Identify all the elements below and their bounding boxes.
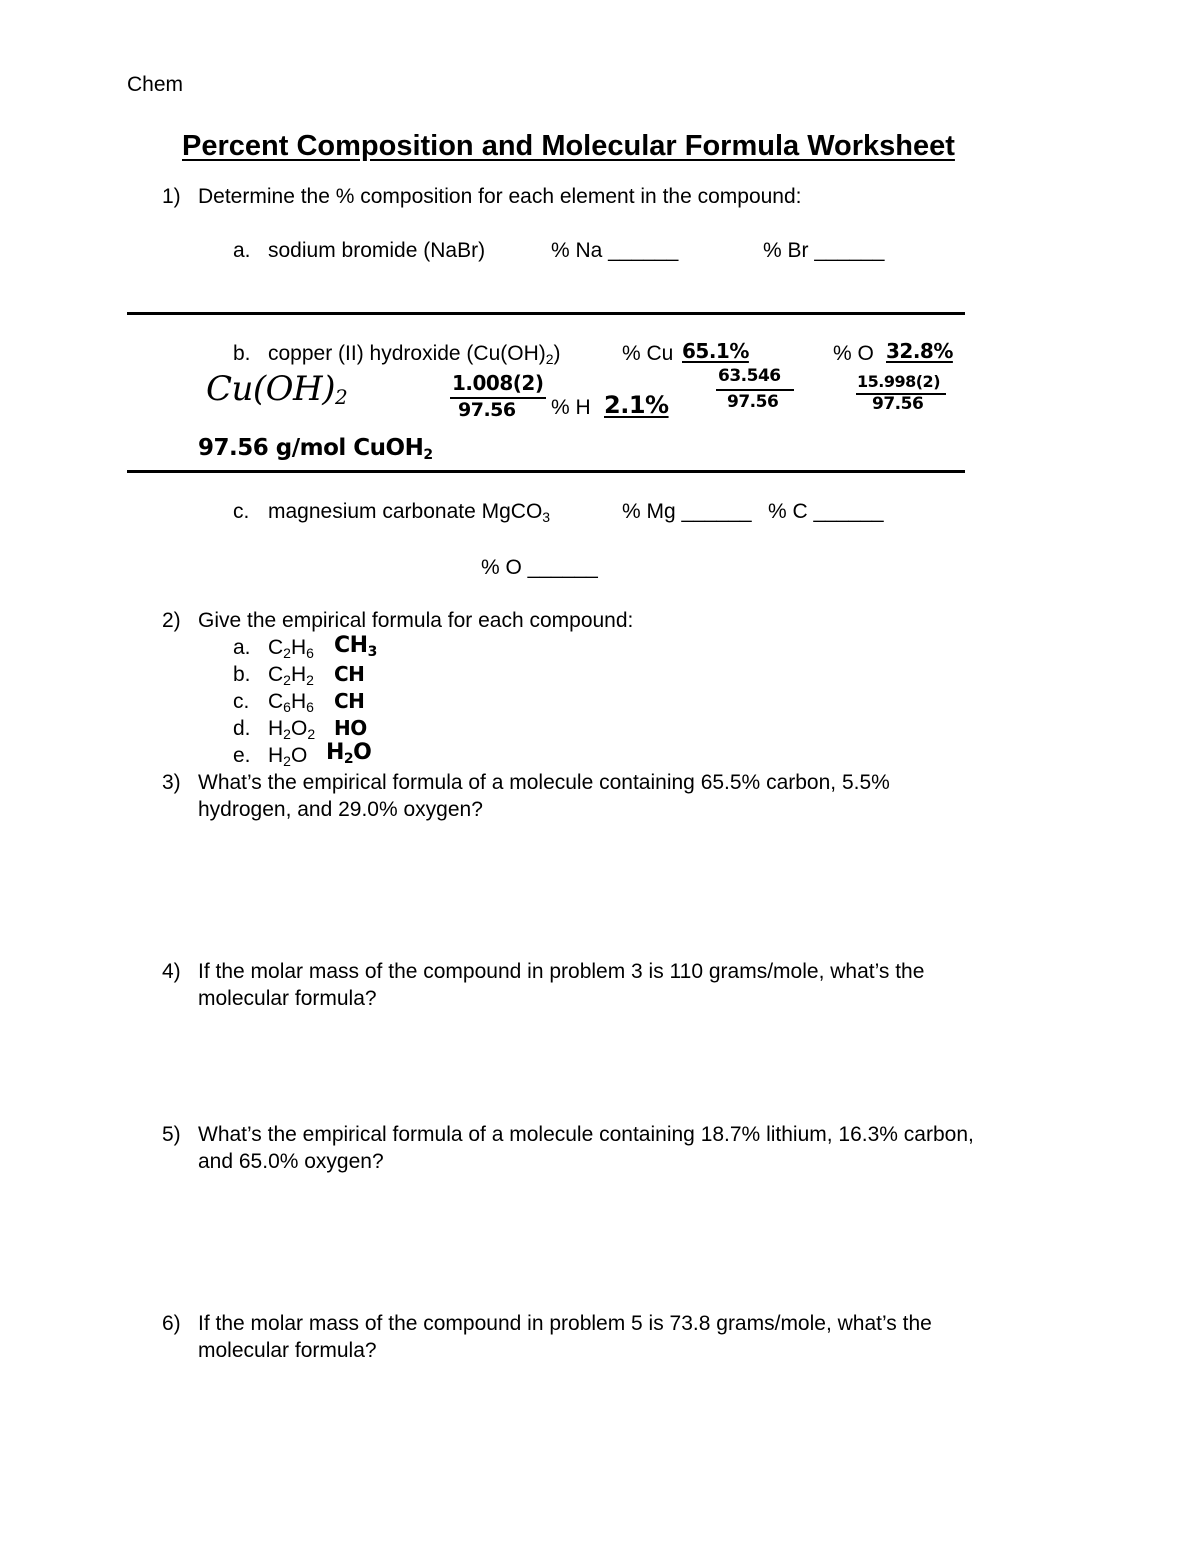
q2-number: 2): [162, 609, 181, 632]
q2-item-answer: CH: [334, 689, 365, 713]
handwritten-molar-mass: 97.56 g/mol CuOH$_2$: [198, 435, 433, 463]
q4-text-line1: If the molar mass of the compound in problem 3 is 110 grams/mole, what’s the: [198, 960, 925, 983]
q1c-c-blank: % C ______: [768, 500, 884, 523]
q1b-o-label: % O: [833, 342, 874, 365]
q1b-cu-answer: 65.1%: [682, 339, 749, 363]
q2-text: Give the empirical formula for each compound:: [198, 609, 634, 632]
handwritten-h-numerator: 1.008(2): [452, 371, 544, 395]
q2-item-answer: HO: [334, 716, 367, 740]
q1b-cu-label: % Cu: [622, 342, 674, 365]
q3-number: 3): [162, 771, 181, 794]
q2-item-answer: CH: [334, 662, 365, 686]
section-divider-2: [127, 470, 965, 473]
course-label: Chem: [127, 73, 184, 96]
handwritten-cu-denominator: 97.56: [727, 392, 779, 412]
q2-item-answer: $H_2O$: [326, 740, 372, 767]
q1b-label: copper (II) hydroxide $(Cu(OH)_2)$: [268, 342, 561, 367]
q2-item-formula: $C_2H_2$: [268, 663, 314, 688]
page-title: Percent Composition and Molecular Formula Worksheet: [182, 130, 955, 162]
handwritten-formula: $Cu(OH)_2$: [206, 369, 348, 409]
q5-text-line2: and 65.0% oxygen?: [198, 1150, 384, 1173]
q3-text-line1: What’s the empirical formula of a molecule containing 65.5% carbon, 5.5%: [198, 771, 890, 794]
q1a-na-blank: % Na ______: [551, 239, 679, 262]
q1-text: Determine the % composition for each element in the compound:: [198, 185, 802, 208]
q1c-letter: c.: [233, 500, 250, 523]
q2-item-formula: $H_2O$: [268, 744, 308, 769]
q1b-letter: b.: [233, 342, 251, 365]
handwritten-cu-numerator: 63.546: [718, 366, 781, 386]
q2-item-letter: e.: [233, 744, 251, 767]
q2-item-formula: $C_6H_6$: [268, 690, 314, 715]
q1b-h-answer: 2.1%: [604, 391, 669, 419]
q1a-br-blank: % Br ______: [763, 239, 885, 262]
q1-number: 1): [162, 185, 181, 208]
q5-number: 5): [162, 1123, 181, 1146]
q3-text-line2: hydrogen, and 29.0% oxygen?: [198, 798, 483, 821]
q1b-o-answer: 32.8%: [886, 339, 953, 363]
q1b-h-label: % H: [551, 396, 591, 419]
q1c-label: magnesium carbonate MgCO$_3$: [268, 500, 551, 525]
handwritten-o-denominator: 97.56: [872, 394, 924, 414]
q2-item-formula: $C_2H_6$: [268, 636, 314, 661]
handwritten-o-numerator: 15.998(2): [857, 372, 940, 391]
q2-item-letter: b.: [233, 663, 251, 686]
q4-text-line2: molecular formula?: [198, 987, 377, 1010]
q1a-letter: a.: [233, 239, 251, 262]
handwritten-cu-fraction-bar: [716, 389, 794, 391]
q1c-o-blank: % O ______: [481, 556, 598, 579]
q2-item-formula: $H_2O_2$: [268, 717, 316, 742]
q5-text-line1: What’s the empirical formula of a molecule containing 18.7% lithium, 16.3% carbon,: [198, 1123, 974, 1146]
q6-number: 6): [162, 1312, 181, 1335]
q1c-mg-blank: % Mg ______: [622, 500, 752, 523]
section-divider-1: [127, 312, 965, 315]
q2-item-letter: a.: [233, 636, 251, 659]
handwritten-h-denominator: 97.56: [458, 399, 516, 421]
q6-text-line2: molecular formula?: [198, 1339, 377, 1362]
q2-item-letter: c.: [233, 690, 250, 713]
q4-number: 4): [162, 960, 181, 983]
q1a-label: sodium bromide (NaBr): [268, 239, 486, 262]
q2-item-answer: $CH_3$: [334, 633, 377, 660]
q2-item-letter: d.: [233, 717, 251, 740]
q6-text-line1: If the molar mass of the compound in problem 5 is 73.8 grams/mole, what’s the: [198, 1312, 932, 1335]
